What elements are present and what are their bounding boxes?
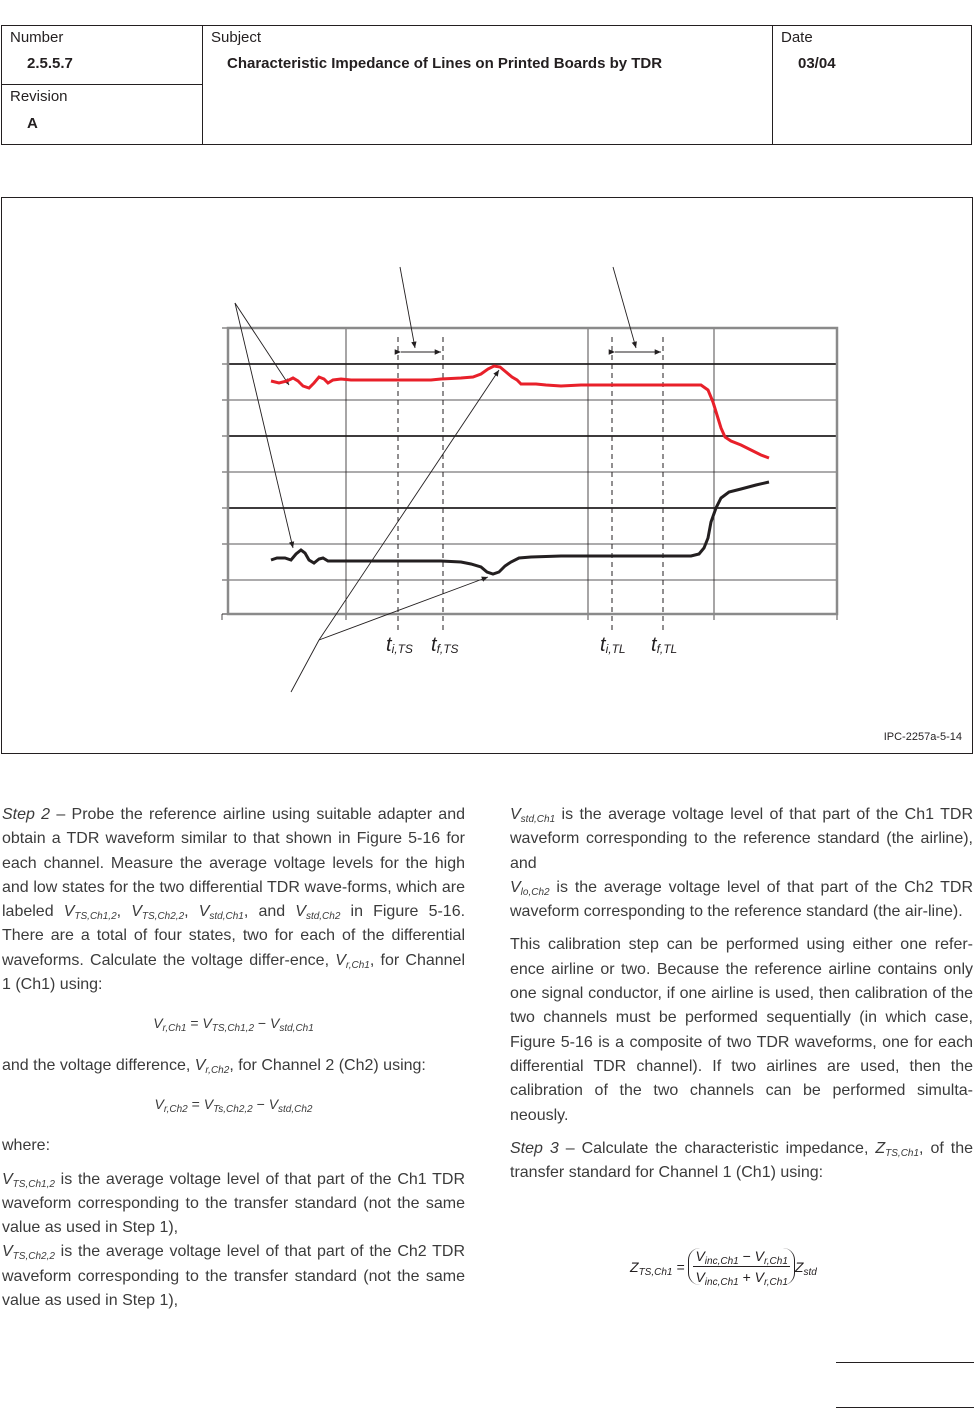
impedance-formula [630, 1248, 817, 1288]
paragraph [2, 1054, 465, 1078]
text-run: , of the transfer standard for Channel 1 (Ch1) using: [510, 1139, 973, 1182]
text-run: in Figure 5-16. There are a total of four states, two for each of the differential waveforms. Calculate the voltage differ-ence, [2, 903, 466, 969]
math-subscript: r,Ch2 [205, 1064, 230, 1076]
label-tf-ts: tf,TS [431, 634, 459, 656]
math-subscript: r,Ch2 [163, 1103, 188, 1115]
subject-value: Characteristic Impedance of Lines on Printed Boards by TDR [227, 55, 663, 72]
text-run: , [116, 903, 132, 921]
text-run: , [184, 903, 199, 921]
figure-tdr-waveforms [1, 197, 973, 754]
math-subscript: r,Ch1 [764, 1256, 788, 1267]
math-variable: $Z_{std}$ [794, 1258, 817, 1278]
leader-ts-ch2 [319, 577, 488, 640]
math-subscript: TS,Ch2,2 [12, 1251, 55, 1263]
text-run: , and [243, 903, 296, 921]
math-subscript: std,Ch1 [279, 1023, 314, 1035]
paragraph [2, 1240, 465, 1313]
footer-rule [836, 1362, 974, 1363]
time-markers [398, 337, 663, 632]
text-run: − [254, 1015, 270, 1032]
tdr-diagram [2, 198, 972, 753]
math-variable: $V_{TS,Ch1,2}$ [202, 1015, 255, 1035]
revision-cell [2, 85, 203, 144]
math-subscript: std,Ch1 [209, 911, 244, 923]
text-run: – Calculate the characteristic impedance, [558, 1139, 876, 1157]
math-variable: $V_{std,Ch1}$ [510, 806, 556, 825]
paragraph [2, 803, 465, 997]
paragraph [2, 1134, 465, 1158]
math-subscript: r,Ch1 [345, 959, 370, 971]
body-right-column [510, 803, 973, 1194]
document-header [1, 25, 972, 145]
step-label: Step 2 [2, 806, 51, 823]
label-ti-ts: ti,TS [386, 634, 413, 656]
math-subscript: TS,Ch1,2 [12, 1178, 55, 1190]
math-variable: $V_{r,Ch2}$ [194, 1056, 230, 1076]
math-subscript: TS,Ch1 [885, 1147, 920, 1159]
math-variable: $V_{inc,Ch1}$ [695, 1269, 739, 1288]
math-variable: $V_{inc,Ch1}$ [695, 1248, 739, 1267]
operator: − [738, 1248, 755, 1264]
paragraph [510, 876, 973, 925]
figure-id: IPC-2257a-5-14 [883, 731, 962, 743]
math-subscript: TS,Ch2,2 [141, 911, 185, 923]
text-run: = [186, 1015, 203, 1032]
leader-tl [613, 267, 636, 348]
math-variable: $Z_{TS,Ch1}$ [875, 1139, 920, 1159]
text-run: = [187, 1095, 204, 1112]
math-subscript: r,Ch1 [764, 1277, 788, 1288]
leader-ts [400, 267, 415, 348]
math-variable: $V_{TS,Ch2,2}$ [2, 1243, 55, 1263]
math-subscript: TS,Ch1 [638, 1266, 673, 1278]
footer-rule [836, 1407, 974, 1408]
text-run: − [252, 1095, 269, 1112]
text-run: is the average voltage level of that part of the Ch1 TDR waveform corresponding to the transfer standard (not the same value as used in Step 1), [2, 1170, 465, 1237]
revision-label: Revision [10, 88, 68, 105]
math-variable: $V_{TS,Ch1,2}$ [63, 903, 117, 923]
math-subscript: r,Ch1 [162, 1023, 187, 1035]
leader-std-ch2 [235, 303, 293, 548]
text-run: is the average voltage level of that part of the Ch1 TDR waveform corresponding to the reference standard (the airline), and [510, 806, 973, 872]
operator: + [738, 1269, 755, 1285]
math-variable: $V_{r,Ch1}$ [335, 951, 370, 971]
leader-std-ch1 [235, 303, 289, 385]
date-label: Date [781, 29, 813, 46]
label-tf-tl: tf,TL [651, 634, 678, 656]
numerator [693, 1248, 789, 1267]
math-subscript: std,Ch2 [278, 1103, 313, 1115]
equation [2, 1011, 465, 1035]
revision-value: A [27, 115, 38, 132]
math-subscript: std,Ch1 [520, 814, 556, 825]
math-variable: $V_{std,Ch2}$ [268, 1095, 313, 1115]
text-run: , for Channel 2 (Ch2) using: [229, 1056, 426, 1074]
date-cell [773, 26, 972, 144]
math-subscript: std [803, 1266, 817, 1278]
equals-sign: = [672, 1258, 689, 1275]
text-run: is the average voltage level of that part of the Ch2 TDR waveform corresponding to the reference standard (the air-line). [510, 878, 973, 921]
subject-label: Subject [211, 29, 262, 46]
math-subscript: TS,Ch1,2 [211, 1023, 255, 1035]
text-run: , for Channel 1 (Ch1) using: [2, 951, 466, 994]
number-label: Number [10, 29, 64, 46]
plot-frame [228, 328, 837, 614]
math-subscript: std,Ch2 [305, 911, 341, 923]
math-variable: $V_{lo,Ch2}$ [510, 878, 550, 898]
math-variable: $V_{r,Ch2}$ [154, 1095, 188, 1115]
paragraph [2, 1168, 465, 1241]
math-variable: $V_{Ts,Ch2,2}$ [203, 1095, 253, 1115]
equation [2, 1092, 465, 1116]
body-left-column [2, 803, 465, 1313]
text-run: and the voltage difference, [2, 1056, 195, 1074]
subject-cell [203, 26, 773, 144]
math-variable: $V_{TS,Ch2,2}$ [131, 903, 185, 923]
date-value: 03/04 [798, 55, 836, 72]
number-cell [2, 26, 203, 85]
parenthesized-fraction [688, 1248, 794, 1288]
math-variable: $V_{std,Ch1}$ [198, 903, 244, 923]
math-subscript: Ts,Ch2,2 [213, 1103, 253, 1115]
leader-ts-stem [291, 640, 319, 692]
math-variable: $V_{r,Ch1}$ [754, 1248, 788, 1267]
paragraph [510, 1137, 973, 1186]
text-run: This calibration step can be performed using either one refer-ence airline or two. Because the reference airline contains only one signal conductor, if one airline is used, then calibration of the two channels must be performed sequentially (in which case, Figure 5-16 is a composite of two TDR waveforms, one for each differential TDR channel). If two airlines are used, then the calibration of the two channels can be performed simulta-neously. [510, 936, 973, 1124]
paragraph [510, 803, 973, 876]
math-variable: $V_{r,Ch1}$ [153, 1015, 187, 1035]
math-subscript: inc,Ch1 [704, 1256, 739, 1267]
step-label: Step 3 [510, 1139, 559, 1157]
math-variable: $V_{std,Ch1}$ [269, 1015, 314, 1035]
math-variable: $Z_{TS,Ch1}$ [630, 1258, 673, 1278]
math-variable: $V_{std,Ch2}$ [295, 903, 341, 923]
math-subscript: lo,Ch2 [520, 886, 550, 898]
grid [222, 328, 837, 620]
math-variable: $V_{TS,Ch1,2}$ [2, 1170, 55, 1190]
number-value: 2.5.5.7 [27, 55, 73, 72]
text-run: – Probe the reference airline using suitable adapter and obtain a TDR waveform similar to that shown in Figure 5-16 for each channel. Measure the average voltage levels for the high and low states for the two differential TDR wave-forms, which are labeled [2, 806, 466, 921]
math-variable: $V_{r,Ch1}$ [754, 1269, 788, 1288]
denominator [693, 1267, 789, 1288]
label-ti-tl: ti,TL [600, 634, 626, 656]
fraction [693, 1248, 789, 1288]
paragraph [510, 933, 973, 1127]
math-subscript: TS,Ch1,2 [74, 911, 117, 923]
text-run: where: [2, 1137, 51, 1155]
math-subscript: inc,Ch1 [704, 1277, 739, 1288]
text-run: is the average voltage level of that part of the Ch2 TDR waveform corresponding to the transfer standard (not the same value as used in Step 1), [2, 1243, 465, 1310]
